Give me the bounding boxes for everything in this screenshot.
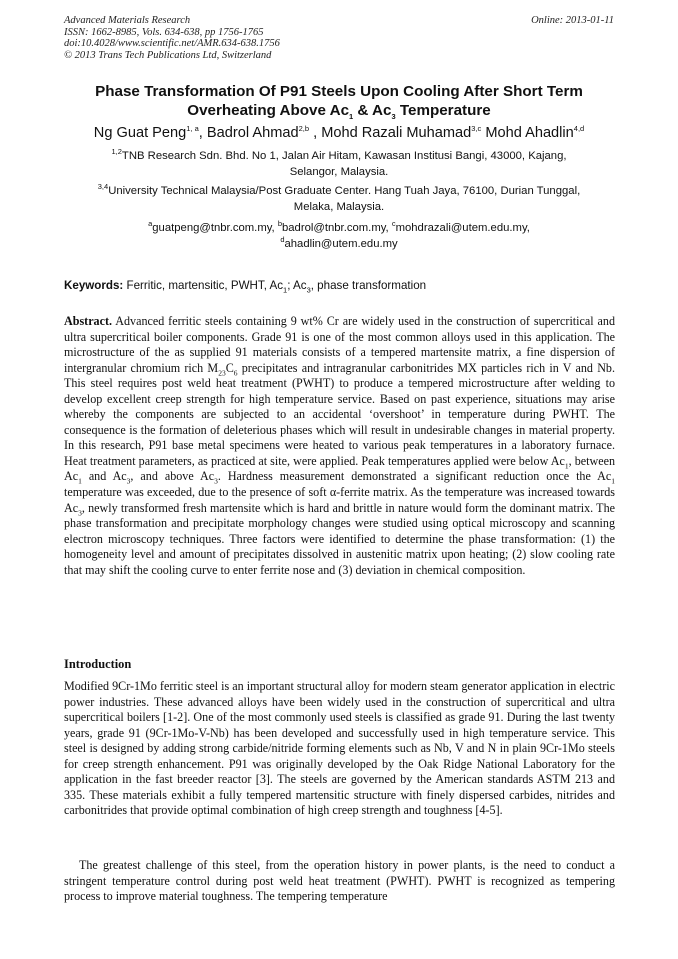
keywords: Keywords: Ferritic, martensitic, PWHT, $Ac_1$; $Ac_3$, phase transformation [64,279,427,295]
copyright-line: © 2013 Trans Tech Publications Ltd, Switzerland [64,49,272,61]
author-3: , Mohd Razali Muhamad [309,125,472,141]
author-4: Mohd Ahadlin [481,125,574,141]
journal-name: Advanced Materials Research [64,15,191,26]
title-line-1: Phase Transformation Of P91 Steels Upon Cooling After Short Term [95,83,583,100]
title-line-2: Overheating Above $Ac_1$ & $Ac_3$ Temperature [187,102,491,122]
email-d[interactable]: ahadlin@utem.edu.my [284,237,398,250]
keywords-label: Keywords: [64,279,124,292]
online-date: Online: 2013-01-11 [531,15,614,26]
author-2: , Badrol Ahmad [198,125,299,141]
email-c[interactable]: mohdrazali@utem.edu.my, [395,222,530,234]
email-b[interactable]: badrol@tnbr.com.my, [281,222,392,234]
author-1: Ng Guat Peng [93,125,187,141]
abstract-label: Abstract. [64,314,113,328]
author-emails: $^a$guatpeng@tnbr.com.my, $^b$badrol@tnbr.com.my, $^c$mohdrazali@utem.edu.my, $^d$ahadlin@utem.edu.my [148,219,530,250]
author-list: Ng Guat Peng$^{1, a}$, Badrol Ahmad$^{2,b}$ , Mohd Razali Muhamad$^{3,c}$ Mohd Ahadlin$^{4,d}$ [93,124,585,141]
email-a[interactable]: guatpeng@tnbr.com.my, [152,222,278,234]
paper-title [40,82,638,120]
intro-paragraph-1: Modified 9Cr-1Mo ferritic steel is an important structural alloy for modern steam generator application in electric power industries. These advanced alloys have been widely used in the construction of supercritical and ultra supercritical boilers [1-2]. One of the most commonly used steels is classified as grade 91. During the last twenty years, grade 91 (9Cr-1Mo-V-Nb) has been developed and successfully used in high temperature service. This steel is designed by adding strong carbide/nitride forming elements such as Nb, V and N in plain 9Cr-1Mo steels for creep strength enhancement. P91 was originally developed by the Oak Ridge National Laboratory for the application in the fast breeder reactor [3]. The steels are governed by the American standards ASTM 213 and 335. These materials exhibit a fully tempered martensitic structure with finely dispersed carbides, nitrides and carbonitrides that provide optimal combination of high creep strength and toughness [4-5]. [64,679,615,818]
intro-paragraph-2: The greatest challenge of this steel, from the operation history in power plants, is the need to conduct a stringent temperature control during post weld heat treatment (PWHT). PWHT is recognized as tempering process to improve material toughness. The tempering temperature [64,858,615,904]
abstract: Abstract. Advanced ferritic steels containing 9 wt% Cr are widely used in the construction of supercritical and ultra supercritical boiler components. Grade 91 is one of the most common alloys used in this application. The microstructure of the as supplied 91 materials consists of a tempered martensite matrix, a fine dispersion of intergranular chromium rich $M_{23}C_6$ precipitates and intragranular carbonitrides MX particles rich in V and Nb. This steel requires post weld heat treatment (PWHT) to produce a tempered microstructure after welding to develop excellent creep strength for high temperature service. Based on past experience, situations may arise whereby the components are subjected to an accidental ‘overshoot’ in temperature during PWHT. The consequence is the formation of deleterious phases which will result in undesirable changes in material property. In this research, P91 base metal specimens were heated to various peak temperatures in a laboratory furnace. Heat treatment parameters, as practiced at site, were applied. Peak temperatures applied were below $Ac_1$, between $Ac_1$ and $Ac_3$, and above $Ac_3$. Hardness measurement demonstrated a significant reduction once the $Ac_1$ temperature was exceeded, due to the presence of soft α-ferrite matrix. As the temperature was increased towards $Ac_3$, newly transformed fresh martensite which is hard and brittle in nature would form the dominant matrix. The phase transformation and precipitate morphology changes were studied using optical microscopy and scanning electron microscopy techniques. Three factors were identified to determine the phase transformation: (1) the homogeneity level and amount of precipitates dissolved in austenitic matrix upon heating; (2) slow cooling rate that may shift the cooling curve to enter ferrite nose and (3) deviation in chemical composition. [64,314,616,577]
affiliation-1: $^{1,2}$TNB Research Sdn. Bhd. No 1, Jalan Air Hitam, Kawasan Institusi Bangi, 43000, Kajang, Selangor, Malaysia. [111,147,567,178]
issn-line: ISSN: 1662-8985, Vols. 634-638, pp 1756-1765 [64,26,264,38]
affiliation-2: $^{3,4}$University Technical Malaysia/Post Graduate Center. Hang Tuah Jaya, 76100, Durian Tunggal, Melaka, Malaysia. [97,182,581,213]
section-heading-introduction: Introduction [64,657,132,671]
doi-line: doi:10.4028/www.scientific.net/AMR.634-638.1756 [64,38,280,49]
